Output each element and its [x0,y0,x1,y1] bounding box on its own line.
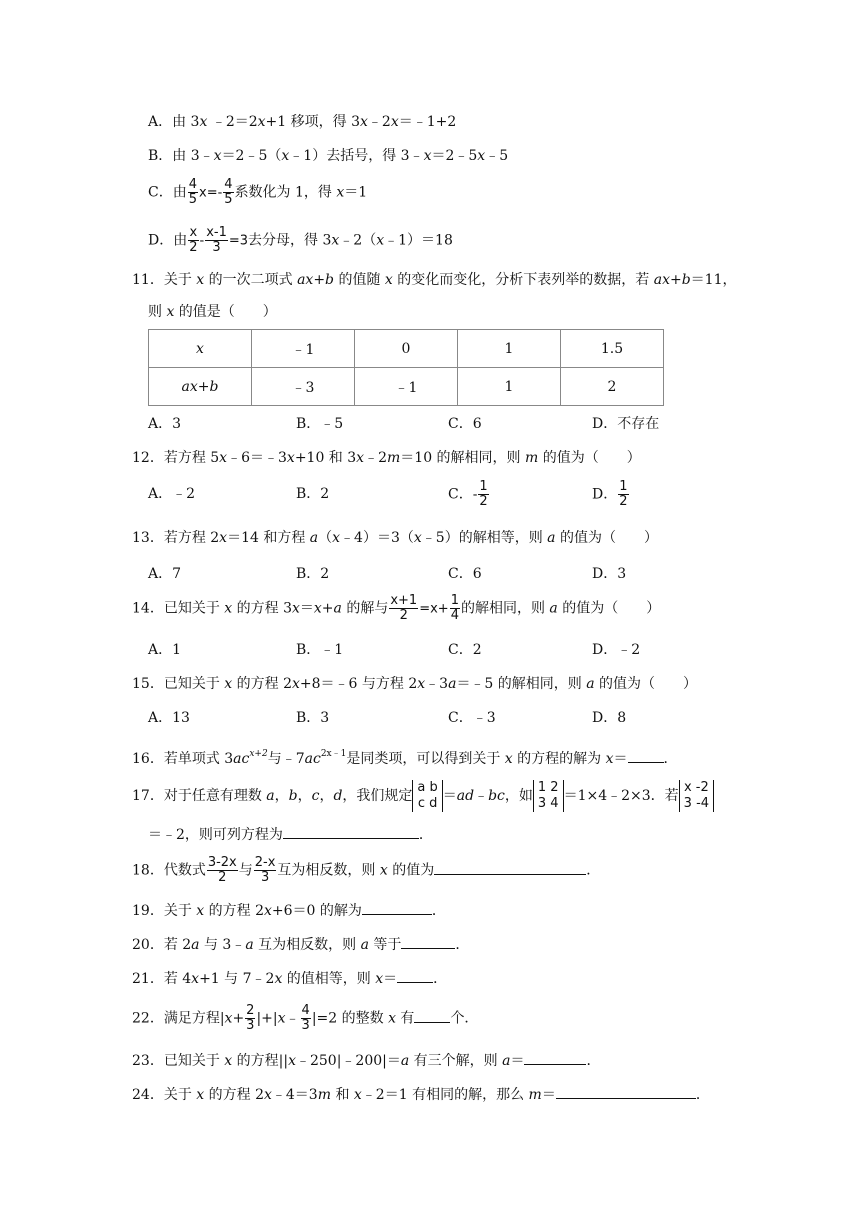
q11-option-d: D．不存在 [592,416,660,432]
fraction: $\frac{x+1}{2}$ [390,593,418,623]
determinant-x: x -2 3 -4 [679,780,714,812]
fraction: $\frac{4}{5}$ [188,177,197,207]
fraction: $\frac{2}{3}$ [246,1003,255,1033]
table-cell: ﹣3 [252,368,355,406]
q13-option-c: C．6 [448,566,482,582]
fraction: $\frac{x}{2}$ [189,225,198,255]
table-cell: 1.5 [561,330,664,368]
q10-option-c: C．由 $\frac{4}{5}$ x=- $\frac{4}{5}$ 系数化为 1，得 x＝1 [148,177,368,207]
q21-stem: 21．若 4x+1 与 7﹣2x 的值相等，则 x＝ ． [132,968,447,989]
q10-option-d: D．由 $\frac{x}{2}$ - $\frac{x-1}{3}$ =3去分母，得 3x﹣2（x﹣1）＝18 [148,225,453,255]
q14-option-a: A．1 [148,642,182,658]
answer-blank[interactable] [414,1008,450,1023]
q13-stem: 13．若方程 2x＝14 和方程 a（x﹣4）＝3（x﹣5）的解相等，则 a 的值为（ ） [132,530,658,546]
table-row [149,368,664,406]
answer-blank[interactable] [397,968,433,983]
q12-option-a: A．﹣2 [148,486,196,502]
q12-option-d: D． $\frac{1}{2}$ [592,479,628,509]
q15-option-b: B．3 [296,710,330,726]
q16-stem: 16．若单项式 $3ac^{x+2}$与$﹣7ac^{2x﹣1}$是同类项，可以得到关于 x 的方程的解为 x＝ ． [132,749,678,767]
q14-option-d: D．﹣2 [592,642,641,658]
fraction: $\frac{3-2x}{2}$ [207,855,237,885]
q17-stem-line2: ＝﹣2，则可列方程为 ． [148,824,433,845]
q14-option-b: B．﹣1 [296,642,344,658]
q10-option-a: A．由 3x ﹣2＝2x+1 移项，得 3x﹣2x＝﹣1+2 [148,114,457,130]
answer-blank[interactable] [628,748,664,763]
fraction: $\frac{x-1}{3}$ [206,225,227,255]
q11-option-b: B．﹣5 [296,416,344,432]
q13-option-d: D．3 [592,566,627,582]
q14-stem: 14．已知关于 x 的方程 3x＝x+a 的解与 $\frac{x+1}{2}$ =x+ $\frac{1}{4}$ 的解相同，则 a 的值为（ ） [132,593,661,623]
q14-option-c: C．2 [448,642,482,658]
q11-stem-line1: 11．关于 x 的一次二项式 ax+b 的值随 x 的变化而变化，分析下表列举的数据，若 ax+b＝11， [132,272,737,288]
determinant-1234: 1 2 3 4 [533,780,564,812]
table-cell: ﹣1 [252,330,355,368]
fraction: $\frac{4}{5}$ [224,177,233,207]
q24-stem: 24．关于 x 的方程 2x﹣4＝3m 和 x﹣2＝1 有相同的解，那么 m＝ ． [132,1084,710,1105]
q20-stem: 20．若 2a 与 3﹣a 互为相反数，则 a 等于 ． [132,934,469,955]
q11-stem-line2: 则 x 的值是（ ） [148,304,277,320]
q11-option-a: A．3 [148,416,182,432]
q17-stem-line1: 17．对于任意有理数 a，b，c，d，我们规定 a b c d ＝ad﹣bc，如 1 2 3 4 ＝1×4﹣2×3．若 x -2 3 -4 [132,780,714,812]
q12-option-c: C．- $\frac{1}{2}$ [448,479,488,509]
table-row [149,330,664,368]
q19-stem: 19．关于 x 的方程 2x+6＝0 的解为 ． [132,900,446,921]
table-cell: x [149,330,252,368]
fraction: $\frac{1}{2}$ [479,479,488,509]
fraction: $\frac{2-x}{3}$ [254,855,276,885]
fraction: $\frac{1}{4}$ [450,593,459,623]
answer-blank[interactable] [556,1084,696,1099]
q12-option-b: B．2 [296,486,330,502]
table-cell: ax+b [149,368,252,406]
answer-blank[interactable] [434,860,586,875]
table-cell: ﹣1 [355,368,458,406]
answer-blank[interactable] [524,1050,586,1065]
q15-stem: 15．已知关于 x 的方程 2x+8＝﹣6 与方程 2x﹣3a＝﹣5 的解相同，则 a 的值为（ ） [132,676,698,692]
q11-table [148,329,664,406]
fraction: $\frac{1}{2}$ [619,479,628,509]
q10-option-b: B．由 3﹣x＝2﹣5（x﹣1）去括号，得 3﹣x＝2﹣5x﹣5 [148,148,509,164]
answer-blank[interactable] [401,934,455,949]
determinant-abcd: a b c d [412,780,442,812]
table-cell: 0 [355,330,458,368]
table-cell: 1 [458,330,561,368]
table-cell: 1 [458,368,561,406]
q18-stem: 18．代数式 $\frac{3-2x}{2}$ 与 $\frac{2-x}{3}$ 互为相反数，则 x 的值为 ． [132,855,601,885]
q12-stem: 12．若方程 5x﹣6＝﹣3x+10 和 3x﹣2m＝10 的解相同，则 m 的值为（ ） [132,450,641,466]
q11-option-c: C．6 [448,416,482,432]
q23-stem: 23．已知关于 x 的方程||x﹣250|﹣200|＝a 有三个解，则 a＝ ． [132,1050,600,1071]
q22-stem: 22．满足方程|x+ $\frac{2}{3}$ |+|x﹣ $\frac{4}{3}$ |=2 的整数 x 有 个． [132,1003,479,1033]
q15-option-a: A．13 [148,710,190,726]
q13-option-b: B．2 [296,566,330,582]
q15-option-d: D．8 [592,710,627,726]
fraction: $\frac{4}{3}$ [301,1003,310,1033]
table-cell: 2 [561,368,664,406]
answer-blank[interactable] [283,824,419,839]
q15-option-c: C．﹣3 [448,710,496,726]
q13-option-a: A．7 [148,566,182,582]
answer-blank[interactable] [362,900,432,915]
